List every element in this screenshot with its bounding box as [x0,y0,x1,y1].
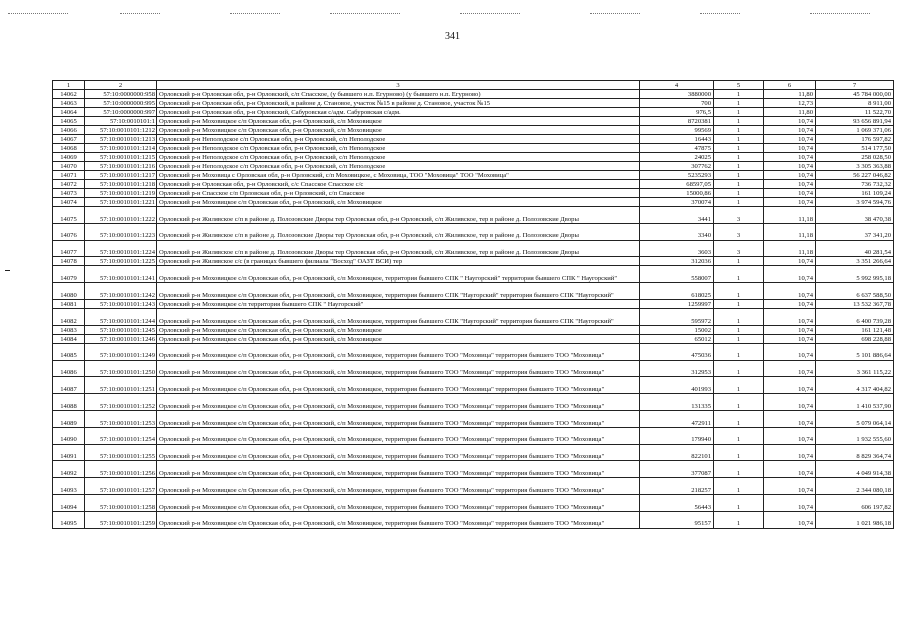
area-value: 3441 [640,207,714,224]
rate-value: 10,74 [764,461,816,478]
cadastral-number: 57:10:0010101:1250 [85,360,157,377]
row-number: 14064 [53,108,85,117]
row-number: 14062 [53,90,85,99]
cadastral-number: 57:10:0010101:1216 [85,162,157,171]
rate-value: 10,74 [764,360,816,377]
row-number: 14084 [53,334,85,343]
cadastral-number: 57:10:0000000:995 [85,99,157,108]
table-row [53,99,894,108]
count-value: 1 [714,257,764,266]
cadastral-number: 57:10:0010101:1221 [85,198,157,207]
cadastral-value: 161 121,48 [816,325,894,334]
table-row [53,394,894,411]
cadastral-value: 1 021 986,18 [816,511,894,528]
count-value: 1 [714,283,764,300]
cadastral-value: 1 932 555,60 [816,427,894,444]
column-number: 3 [157,81,640,90]
rate-value: 10,74 [764,266,816,283]
cadastral-number: 57:10:0010101:1222 [85,207,157,224]
count-value: 1 [714,360,764,377]
row-number: 14063 [53,99,85,108]
table-row [53,223,894,240]
cadastral-value: 38 470,38 [816,207,894,224]
count-value: 1 [714,461,764,478]
row-number: 14095 [53,511,85,528]
rate-value: 10,74 [764,343,816,360]
table-row [53,343,894,360]
cadastral-value: 3 351 266,64 [816,257,894,266]
area-value: 131335 [640,394,714,411]
rate-value: 10,74 [764,410,816,427]
row-number: 14078 [53,257,85,266]
table-row [53,180,894,189]
area-value: 5235293 [640,171,714,180]
count-value: 1 [714,444,764,461]
cadastral-value: 13 532 367,78 [816,299,894,308]
table-row [53,410,894,427]
cadastral-number: 57:10:0010101:1223 [85,223,157,240]
row-number: 14088 [53,394,85,411]
cadastral-value: 514 177,50 [816,144,894,153]
cadastral-number: 57:10:0010101:1214 [85,144,157,153]
count-value: 1 [714,144,764,153]
table-row [53,334,894,343]
table-row [53,478,894,495]
location-description: Орловский р-н Неполодское с/п Орловская обл, р-н Орловский, с/п Неполодское [157,153,640,162]
row-number: 14072 [53,180,85,189]
rate-value: 10,74 [764,283,816,300]
count-value: 3 [714,223,764,240]
count-value: 1 [714,266,764,283]
table-row [53,494,894,511]
table-row [53,198,894,207]
area-value: 558007 [640,266,714,283]
area-value: 475036 [640,343,714,360]
margin-mark [5,270,10,271]
count-value: 1 [714,189,764,198]
cadastral-value: 3 974 594,76 [816,198,894,207]
cadastral-number: 57:10:0010101:1259 [85,511,157,528]
table-row [53,126,894,135]
area-value: 370074 [640,198,714,207]
cadastral-value: 258 028,50 [816,153,894,162]
row-number: 14069 [53,153,85,162]
row-number: 14067 [53,135,85,144]
table-row [53,299,894,308]
rate-value: 11,18 [764,240,816,257]
table-row [53,108,894,117]
count-value: 1 [714,394,764,411]
area-value: 68597,05 [640,180,714,189]
row-number: 14081 [53,299,85,308]
column-number: 4 [640,81,714,90]
cadastral-number: 57:10:0010101:1245 [85,325,157,334]
location-description: Орловский р-н Жилявское с/п в районе д. Полозовские Дворы тер Орловская обл, р-н Орловский, с/п Жилявское, тер в районе д. Полозовские Дворы [157,240,640,257]
location-description: Орловский р-н Моховицкое с/п Орловская обл, р-н Орловский, с/п Моховицкое, территория бывшего ТОО "Моховица" территория бывшего ТОО "Моховица" [157,427,640,444]
row-number: 14071 [53,171,85,180]
row-number: 14075 [53,207,85,224]
location-description: Орловский р-н Моховицкое с/п Орловская обл, р-н Орловский, с/п Моховицкое, территория бывшего СПК "Наугорский" территория бывшего СПК "Наугорский" [157,308,640,325]
row-number: 14074 [53,198,85,207]
row-number: 14079 [53,266,85,283]
rate-value: 10,74 [764,162,816,171]
rate-value: 11,80 [764,90,816,99]
table-row [53,427,894,444]
row-number: 14068 [53,144,85,153]
cadastral-number: 57:10:0010101:1243 [85,299,157,308]
cadastral-number: 57:10:0010101:1257 [85,478,157,495]
row-number: 14082 [53,308,85,325]
cadastral-number: 57:10:0010101:1253 [85,410,157,427]
column-number: 5 [714,81,764,90]
column-number-row [53,81,894,90]
cadastral-number: 57:10:0010101:1 [85,117,157,126]
table-row [53,325,894,334]
count-value: 1 [714,135,764,144]
cadastral-value: 40 281,54 [816,240,894,257]
table-row [53,135,894,144]
count-value: 1 [714,308,764,325]
area-value: 16443 [640,135,714,144]
row-number: 14065 [53,117,85,126]
location-description: Орловский р-н Неполодское с/п Орловская обл, р-н Орловский, с/п Неполодское [157,162,640,171]
cadastral-number: 57:10:0010101:1258 [85,494,157,511]
location-description: Орловский р-н Моховицкое с/п Орловская обл, р-н Орловский, с/п Моховицкое [157,334,640,343]
table-row [53,90,894,99]
row-number: 14083 [53,325,85,334]
row-number: 14089 [53,410,85,427]
cadastral-number: 57:10:0010101:1246 [85,334,157,343]
cadastral-number: 57:10:0010101:1212 [85,126,157,135]
cadastral-value: 5 992 995,18 [816,266,894,283]
area-value: 3340 [640,223,714,240]
area-value: 218257 [640,478,714,495]
column-number: 2 [85,81,157,90]
cadastral-number: 57:10:0010101:1242 [85,283,157,300]
cadastral-value: 8 911,00 [816,99,894,108]
count-value: 1 [714,162,764,171]
cadastral-number: 57:10:0010101:1217 [85,171,157,180]
row-number: 14076 [53,223,85,240]
cadastral-value: 5 079 064,14 [816,410,894,427]
count-value: 1 [714,511,764,528]
scan-artifact [330,13,400,14]
area-value: 822101 [640,444,714,461]
cadastral-number: 57:10:0010101:1224 [85,240,157,257]
location-description: Орловский р-н Моховицкое с/п территория бывшего СПК " Наугорский" [157,299,640,308]
location-description: Орловский р-н Моховицкое с/п Орловская обл, р-н Орловский, с/п Моховицкое, территория бывшего ТОО "Моховица" территория бывшего ТОО "Моховица" [157,394,640,411]
cadastral-value: 5 101 886,64 [816,343,894,360]
cadastral-value: 1 069 371,06 [816,126,894,135]
scan-artifact [810,13,870,14]
cadastral-value: 176 597,82 [816,135,894,144]
area-value: 595972 [640,308,714,325]
scan-artifact [230,13,280,14]
area-value: 700 [640,99,714,108]
cadastral-value: 4 317 404,82 [816,377,894,394]
table-row [53,144,894,153]
rate-value: 10,74 [764,117,816,126]
cadastral-number: 57:10:0010101:1244 [85,308,157,325]
rate-value: 10,74 [764,257,816,266]
rate-value: 10,74 [764,153,816,162]
area-value: 24025 [640,153,714,162]
location-description: Орловский р-н Жилявское с/п в районе д. Полозовские Дворы тер Орловская обл, р-н Орловский, с/п Жилявское, тер в районе д. Полозовские Дворы [157,223,640,240]
scan-artifact [120,13,160,14]
column-number: 1 [53,81,85,90]
area-value: 47875 [640,144,714,153]
row-number: 14086 [53,360,85,377]
column-number: 7 [816,81,894,90]
cadastral-number: 57:10:0000000:997 [85,108,157,117]
area-value: 15002 [640,325,714,334]
cadastral-value: 6 637 588,50 [816,283,894,300]
rate-value: 10,74 [764,377,816,394]
table-row [53,283,894,300]
table-row [53,360,894,377]
cadastral-number: 57:10:0010101:1251 [85,377,157,394]
location-description: Орловский р-н Моховицкое с/п Орловская обл, р-н Орловский, с/п Моховицкое, территория бывшего ТОО "Моховица" территория бывшего ТОО "Моховица" [157,343,640,360]
cadastral-number: 57:10:0010101:1256 [85,461,157,478]
rate-value: 10,74 [764,126,816,135]
cadastral-value: 3 305 363,88 [816,162,894,171]
cadastral-value: 736 732,32 [816,180,894,189]
rate-value: 11,18 [764,207,816,224]
row-number: 14070 [53,162,85,171]
area-value: 618025 [640,283,714,300]
cadastral-number: 57:10:0010101:1241 [85,266,157,283]
count-value: 1 [714,108,764,117]
rate-value: 11,80 [764,108,816,117]
area-value: 15000,86 [640,189,714,198]
table-row [53,257,894,266]
table-row [53,240,894,257]
cadastral-value: 8 829 364,74 [816,444,894,461]
rate-value: 12,73 [764,99,816,108]
rate-value: 10,74 [764,444,816,461]
location-description: Орловский р-н Моховицкое с/п Орловская обл, р-н Орловский, с/п Моховицкое, территория бывшего ТОО "Моховица" территория бывшего ТОО "Моховица" [157,478,640,495]
location-description: Орловский р-н Жилявское с/с (в границах бывшего филиала "Восход" ОАЗТ ВСИ) тер [157,257,640,266]
location-description: Орловский р-н Моховицкое с/п Орловская обл, р-н Орловский, с/п Моховицкое, территория бывшего ТОО "Моховица" территория бывшего ТОО "Моховица" [157,444,640,461]
table-body [53,81,894,529]
location-description: Орловский р-н Неполодское с/п Орловская обл, р-н Орловский, с/п Неполодское [157,144,640,153]
row-number: 14077 [53,240,85,257]
location-description: Орловский р-н Моховицкое с/п Орловская обл, р-н Орловский, с/п Моховицкое [157,198,640,207]
rate-value: 10,74 [764,308,816,325]
count-value: 1 [714,117,764,126]
scan-artifact [460,13,520,14]
cadastral-value: 56 227 046,82 [816,171,894,180]
location-description: Орловский р-н Моховицкое с/п Орловская обл, р-н Орловский, с/п Моховицкое [157,117,640,126]
cadastral-value: 45 784 000,00 [816,90,894,99]
location-description: Орловский р-н Моховицкое с/п Орловская обл, р-н Орловский, с/п Моховицкое, территория бывшего ТОО "Моховица" территория бывшего ТОО "Моховица" [157,511,640,528]
area-value: 472911 [640,410,714,427]
cadastral-number: 57:10:0010101:1219 [85,189,157,198]
cadastral-value: 93 656 891,94 [816,117,894,126]
area-value: 976,5 [640,108,714,117]
table-row [53,189,894,198]
location-description: Орловский р-н Орловская обл, р-н Орловский, Сабуровская с/адм. Сабуровская с/адм. [157,108,640,117]
count-value: 1 [714,377,764,394]
location-description: Орловский р-н Орловская обл, р-н Орловский, с/п Спасское, (у бывшего н.п. Егурново) (у бывшего н.п. Егурново) [157,90,640,99]
table-row [53,266,894,283]
table-row [53,207,894,224]
rate-value: 10,74 [764,135,816,144]
page-number: 341 [445,31,460,42]
scan-artifact [700,13,740,14]
table-row [53,377,894,394]
table-row [53,511,894,528]
row-number: 14080 [53,283,85,300]
row-number: 14066 [53,126,85,135]
cadastral-number: 57:10:0010101:1225 [85,257,157,266]
cadastral-number: 57:10:0010101:1215 [85,153,157,162]
location-description: Орловский р-н Моховицкое с/п Орловская обл, р-н Орловский, с/п Моховицкое, территория бывшего СПК "Наугорский" территория бывшего СПК "Наугорский" [157,283,640,300]
scan-artifact [590,13,640,14]
cadastral-number: 57:10:0010101:1213 [85,135,157,144]
count-value: 1 [714,153,764,162]
count-value: 1 [714,126,764,135]
table-row [53,444,894,461]
rate-value: 10,74 [764,494,816,511]
cadastral-value: 698 228,88 [816,334,894,343]
count-value: 1 [714,180,764,189]
row-number: 14091 [53,444,85,461]
area-value: 377087 [640,461,714,478]
rate-value: 10,74 [764,180,816,189]
area-value: 179940 [640,427,714,444]
area-value: 65012 [640,334,714,343]
location-description: Орловский р-н Неполодское с/п Орловская обл, р-н Орловский, с/п Неполодское [157,135,640,144]
count-value: 1 [714,494,764,511]
area-value: 401993 [640,377,714,394]
count-value: 1 [714,325,764,334]
rate-value: 10,74 [764,394,816,411]
location-description: Орловский р-н Моховицкое с/п Орловская обл, р-н Орловский, с/п Моховицкое [157,325,640,334]
cadastral-value: 3 361 115,22 [816,360,894,377]
table-row [53,117,894,126]
cadastral-value: 2 344 080,18 [816,478,894,495]
row-number: 14085 [53,343,85,360]
location-description: Орловский р-н Спасское с/п Орловская обл, р-н Орловский, с/п Спасское [157,189,640,198]
column-number: 6 [764,81,816,90]
rate-value: 10,74 [764,478,816,495]
rate-value: 10,74 [764,299,816,308]
count-value: 3 [714,240,764,257]
area-value: 8720381 [640,117,714,126]
cadastral-value: 37 341,20 [816,223,894,240]
location-description: Орловский р-н Жилявское с/п в районе д. Полозовские Дворы тер Орловская обл, р-н Орловский, с/п Жилявское, тер в районе д. Полозовские Дворы [157,207,640,224]
row-number: 14093 [53,478,85,495]
rate-value: 10,74 [764,144,816,153]
rate-value: 10,74 [764,427,816,444]
cadastral-value: 161 109,24 [816,189,894,198]
area-value: 307762 [640,162,714,171]
area-value: 1259997 [640,299,714,308]
rate-value: 10,74 [764,334,816,343]
rate-value: 10,74 [764,198,816,207]
cadastral-number: 57:10:0010101:1218 [85,180,157,189]
register-table [52,80,894,529]
location-description: Орловский р-н Моховицкое с/п Орловская обл, р-н Орловский, с/п Моховицкое, территория бывшего ТОО "Моховица" территория бывшего ТОО "Моховица" [157,461,640,478]
area-value: 3603 [640,240,714,257]
count-value: 1 [714,343,764,360]
row-number: 14073 [53,189,85,198]
cadastral-number: 57:10:0010101:1255 [85,444,157,461]
location-description: Орловский р-н Орловская обл, р-н Орловский, в районе д. Становое, участок №15 в районе д. Становое, участок №15 [157,99,640,108]
location-description: Орловский р-н Моховицкое с/п Орловская обл, р-н Орловский, с/п Моховицкое, территория бывшего ТОО "Моховица" территория бывшего ТОО "Моховица" [157,360,640,377]
rate-value: 11,18 [764,223,816,240]
row-number: 14092 [53,461,85,478]
count-value: 1 [714,90,764,99]
location-description: Орловский р-н Моховицкое с/п Орловская обл, р-н Орловский, с/п Моховицкое, территория бывшего ТОО "Моховица" территория бывшего ТОО "Моховица" [157,377,640,394]
area-value: 312953 [640,360,714,377]
count-value: 1 [714,478,764,495]
area-value: 56443 [640,494,714,511]
location-description: Орловский р-н Моховицкое с/п Орловская обл, р-н Орловский, с/п Моховицкое [157,126,640,135]
count-value: 1 [714,334,764,343]
row-number: 14090 [53,427,85,444]
row-number: 14087 [53,377,85,394]
location-description: Орловский р-н Моховицкое с/п Орловская обл, р-н Орловский, с/п Моховицкое, территория бывшего ТОО "Моховица" территория бывшего ТОО "Моховица" [157,410,640,427]
table-row [53,308,894,325]
area-value: 3880000 [640,90,714,99]
count-value: 3 [714,207,764,224]
cadastral-number: 57:10:0010101:1254 [85,427,157,444]
table-row [53,171,894,180]
location-description: Орловский р-н Моховица с Орловская обл, р-н Орловский, с/п Моховицкое, с Моховица, ТОО "Моховица" ТОО "Моховица" [157,171,640,180]
cadastral-number: 57:10:0010101:1252 [85,394,157,411]
scan-artifact [8,13,68,14]
count-value: 1 [714,410,764,427]
cadastral-value: 606 197,82 [816,494,894,511]
table-row [53,162,894,171]
count-value: 1 [714,171,764,180]
row-number: 14094 [53,494,85,511]
location-description: Орловский р-н Орловская обл, р-н Орловский, с/с Спасское Спасское с/с [157,180,640,189]
area-value: 99569 [640,126,714,135]
count-value: 1 [714,299,764,308]
location-description: Орловский р-н Моховицкое с/п Орловская обл, р-н Орловский, с/п Моховицкое, территория бывшего ТОО "Моховица" территория бывшего ТОО "Моховица" [157,494,640,511]
rate-value: 10,74 [764,325,816,334]
rate-value: 10,74 [764,511,816,528]
rate-value: 10,74 [764,171,816,180]
cadastral-value: 11 522,70 [816,108,894,117]
cadastral-value: 6 400 739,28 [816,308,894,325]
table-row [53,153,894,162]
cadastral-number: 57:10:0010101:1249 [85,343,157,360]
count-value: 1 [714,99,764,108]
area-value: 95157 [640,511,714,528]
count-value: 1 [714,427,764,444]
cadastral-number: 57:10:0000000:958 [85,90,157,99]
cadastral-value: 1 410 537,90 [816,394,894,411]
rate-value: 10,74 [764,189,816,198]
area-value: 312036 [640,257,714,266]
count-value: 1 [714,198,764,207]
table-row [53,461,894,478]
location-description: Орловский р-н Моховицкое с/п Орловская обл, р-н Орловский, с/п Моховицкое, территория бывшего СПК " Наугорский" территория бывшего СПК " Наугорский" [157,266,640,283]
cadastral-value: 4 049 914,38 [816,461,894,478]
